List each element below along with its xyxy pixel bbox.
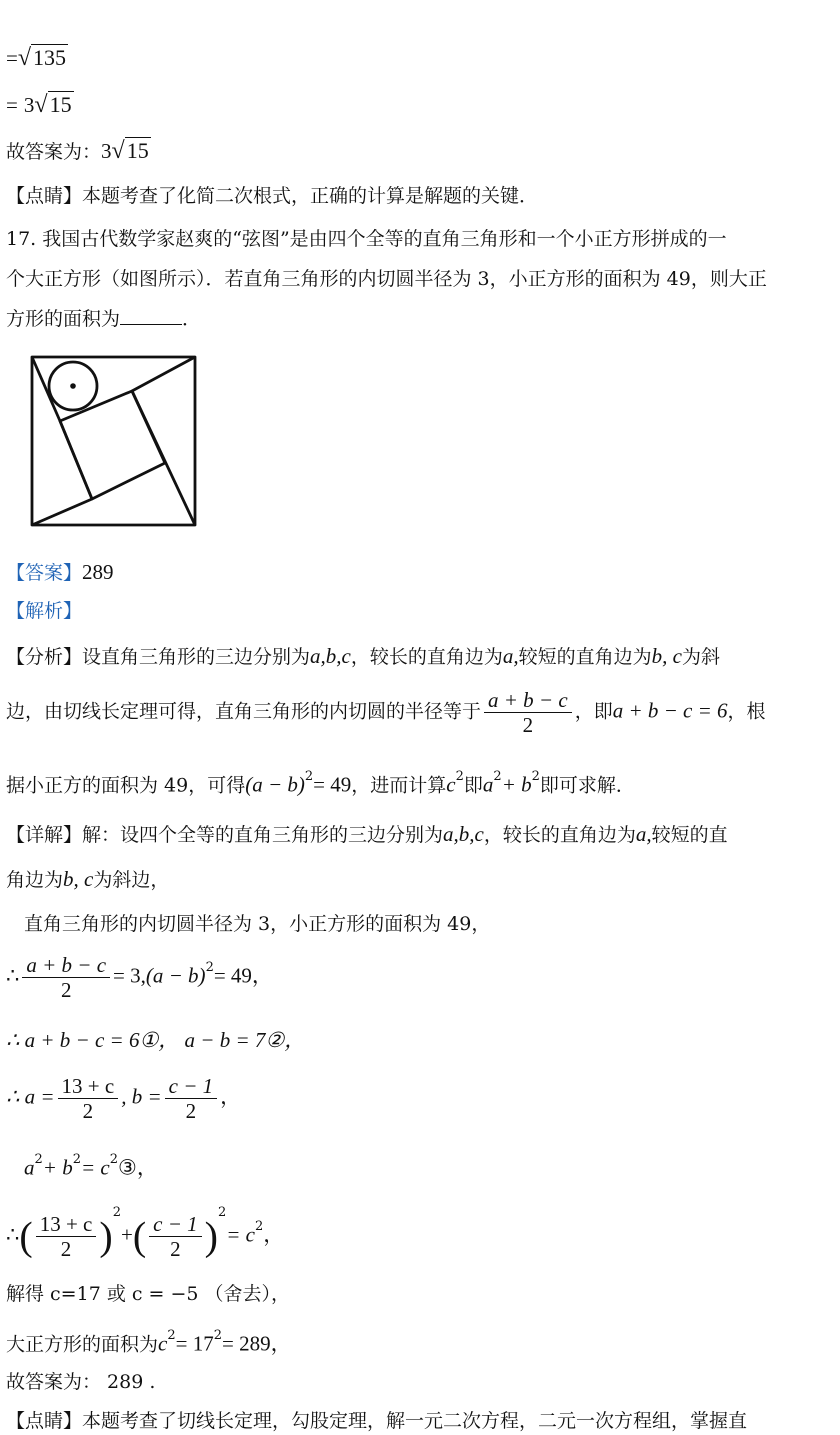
math: c <box>446 772 456 797</box>
step4 <box>24 1151 158 1181</box>
fraction <box>58 1074 119 1123</box>
denominator: 2 <box>58 1098 119 1123</box>
math: = 289， <box>222 1331 292 1356</box>
line-sqrt135 <box>6 45 68 72</box>
math: + <box>120 1222 133 1247</box>
superscript: 2 <box>255 1219 264 1235</box>
q17-period: ． <box>182 308 202 330</box>
text: ，较长的直角边为 <box>350 646 503 668</box>
text: 为斜 <box>681 646 720 668</box>
text: 较短的直角边为 <box>518 646 652 668</box>
therefore: ∴ <box>6 963 20 988</box>
analysis-tag: 【解析】 <box>6 600 83 622</box>
triangle-line <box>132 357 195 391</box>
text: 设直角三角形的三边分别为 <box>82 646 311 668</box>
step6: 解得 c=17 或 c = −5 （舍去）， <box>6 1283 291 1305</box>
fraction <box>36 1212 97 1261</box>
step3 <box>6 1074 241 1123</box>
xiangjie-line2 <box>6 866 169 893</box>
dianjing-17: 【点睛】本题考查了切线长定理，勾股定理，解一元二次方程，二元一次方程组，掌握直 <box>6 1410 748 1432</box>
q17-line2: 个大正方形（如图所示）．若直角三角形的内切圆半径为 3，小正方形的面积为 49，则大正 <box>6 268 767 290</box>
numerator: 13 + c <box>39 1212 93 1236</box>
math: b, c <box>63 867 94 891</box>
paren: ) <box>99 1213 113 1259</box>
math: a,b,c <box>443 822 484 846</box>
math: (a − b) <box>245 772 305 797</box>
triangle-line <box>32 357 60 421</box>
radical: √15 <box>111 138 149 164</box>
text: ，进而计算 <box>351 774 447 797</box>
math: ③， <box>118 1155 158 1180</box>
denominator: 2 <box>22 977 110 1002</box>
text: 即 <box>463 774 483 797</box>
answer-tag: 【答案】 <box>6 562 83 584</box>
outer-square <box>32 357 195 525</box>
fenxi-line1 <box>6 643 720 670</box>
text: 较短的直 <box>651 824 728 846</box>
step7 <box>6 1327 292 1357</box>
radicand: 15 <box>49 92 72 117</box>
superscript: 2 <box>531 769 540 784</box>
math: a,b,c <box>310 644 351 668</box>
numerator: 13 + c <box>61 1074 115 1098</box>
equals: = <box>6 93 18 117</box>
text: 即可求解． <box>539 774 635 797</box>
answer-line <box>6 559 114 586</box>
numerator: a + b − c <box>488 688 568 712</box>
math: = 3, <box>113 963 146 988</box>
paren: ) <box>204 1213 218 1259</box>
math: + b <box>501 772 532 797</box>
math: ， <box>220 1084 242 1109</box>
denominator: 2 <box>36 1236 97 1261</box>
radical: √135 <box>17 45 67 71</box>
superscript: 2 <box>455 769 464 784</box>
math: (a − b) <box>145 963 206 988</box>
numerator: a + b − c <box>26 953 107 977</box>
line-3sqrt15 <box>6 92 74 119</box>
q17-text: 方形的面积为 <box>6 308 121 330</box>
denominator: 2 <box>484 712 572 737</box>
math: a + b − c = 6 <box>612 698 728 723</box>
xian-tu-figure <box>28 353 200 529</box>
radicand: 135 <box>33 45 67 70</box>
answer-value: 289 <box>82 560 114 584</box>
superscript: 2 <box>109 1152 119 1167</box>
math: + b <box>42 1155 73 1180</box>
superscript: 2 <box>304 769 314 784</box>
q17-line1: 17. 我国古代数学家赵爽的“弦图”是由四个全等的直角三角形和一个小正方形拼成的一 <box>6 228 727 250</box>
step5 <box>6 1205 285 1261</box>
text: ，根 <box>727 700 766 723</box>
denominator: 2 <box>165 1098 218 1123</box>
denominator: 2 <box>149 1236 202 1261</box>
text: 为斜边， <box>93 869 170 891</box>
dianjing-16: 【点睛】本题考查了化简二次根式，正确的计算是解题的关键． <box>6 185 539 207</box>
step2: ∴ a + b − c = 6①， a − b = 7②， <box>6 1028 306 1052</box>
math: a <box>482 772 494 797</box>
math: c <box>158 1331 168 1356</box>
math: a <box>24 1155 35 1180</box>
xiangjie-tag: 【详解】 <box>6 824 83 846</box>
superscript: 2 <box>217 1205 227 1221</box>
math: = 49， <box>213 963 273 988</box>
math: = 49 <box>313 772 352 797</box>
answer-prefix: 故答案为： <box>6 141 102 163</box>
triangle-line <box>32 499 92 525</box>
superscript: 2 <box>167 1328 176 1343</box>
coef: 3 <box>23 93 35 117</box>
superscript: 2 <box>34 1152 43 1167</box>
fenxi-line2 <box>6 688 766 737</box>
superscript: 2 <box>205 960 214 976</box>
text: ，即 <box>574 700 613 723</box>
fenxi-tag: 【分析】 <box>6 646 83 668</box>
q17-line3 <box>6 306 201 332</box>
text: ，较长的直角边为 <box>483 824 636 846</box>
answer-blank <box>120 308 182 325</box>
text: 角边为 <box>6 869 64 891</box>
math: ， <box>263 1222 285 1247</box>
math: = 17 <box>175 1331 214 1356</box>
radicand: 15 <box>126 138 149 163</box>
fraction <box>165 1074 218 1123</box>
fraction <box>484 688 572 737</box>
therefore: ∴ <box>6 1222 20 1247</box>
step8: 故答案为： 289 . <box>6 1371 156 1393</box>
math: b, c <box>651 644 682 668</box>
superscript: 2 <box>72 1152 81 1167</box>
triangle-line <box>60 421 92 499</box>
math: = c <box>226 1222 256 1247</box>
xiangjie-given: 直角三角形的内切圆半径为 3，小正方形的面积为 49， <box>24 913 491 935</box>
radical: √15 <box>34 92 72 118</box>
line-answer-sqrt <box>6 138 151 165</box>
coef: 3 <box>101 139 112 163</box>
superscript: 2 <box>493 769 502 784</box>
numerator: c − 1 <box>168 1074 214 1098</box>
math: ∴ a = <box>6 1084 55 1109</box>
text: 据小正方的面积为 49，可得 <box>6 774 246 797</box>
math: , b = <box>121 1084 162 1109</box>
superscript: 2 <box>112 1205 121 1221</box>
numerator: c − 1 <box>153 1212 198 1236</box>
fenxi-line3 <box>6 768 635 798</box>
fraction <box>22 953 110 1002</box>
step1 <box>6 953 273 1002</box>
fraction <box>149 1212 202 1261</box>
text: 大正方形的面积为 <box>6 1333 159 1356</box>
math: a, <box>502 644 519 668</box>
paren: ( <box>132 1213 147 1259</box>
paren: ( <box>19 1213 33 1259</box>
math: = c <box>80 1155 110 1180</box>
incircle-center <box>70 383 76 389</box>
superscript: 2 <box>213 1328 222 1343</box>
xiangjie-line1 <box>6 821 728 848</box>
text: 解：设四个全等的直角三角形的三边分别为 <box>82 824 444 846</box>
inner-square <box>60 391 165 499</box>
text: 边，由切线长定理可得，直角三角形的内切圆的半径等于 <box>6 700 482 723</box>
math: a, <box>635 822 652 846</box>
equals: = <box>6 46 18 70</box>
